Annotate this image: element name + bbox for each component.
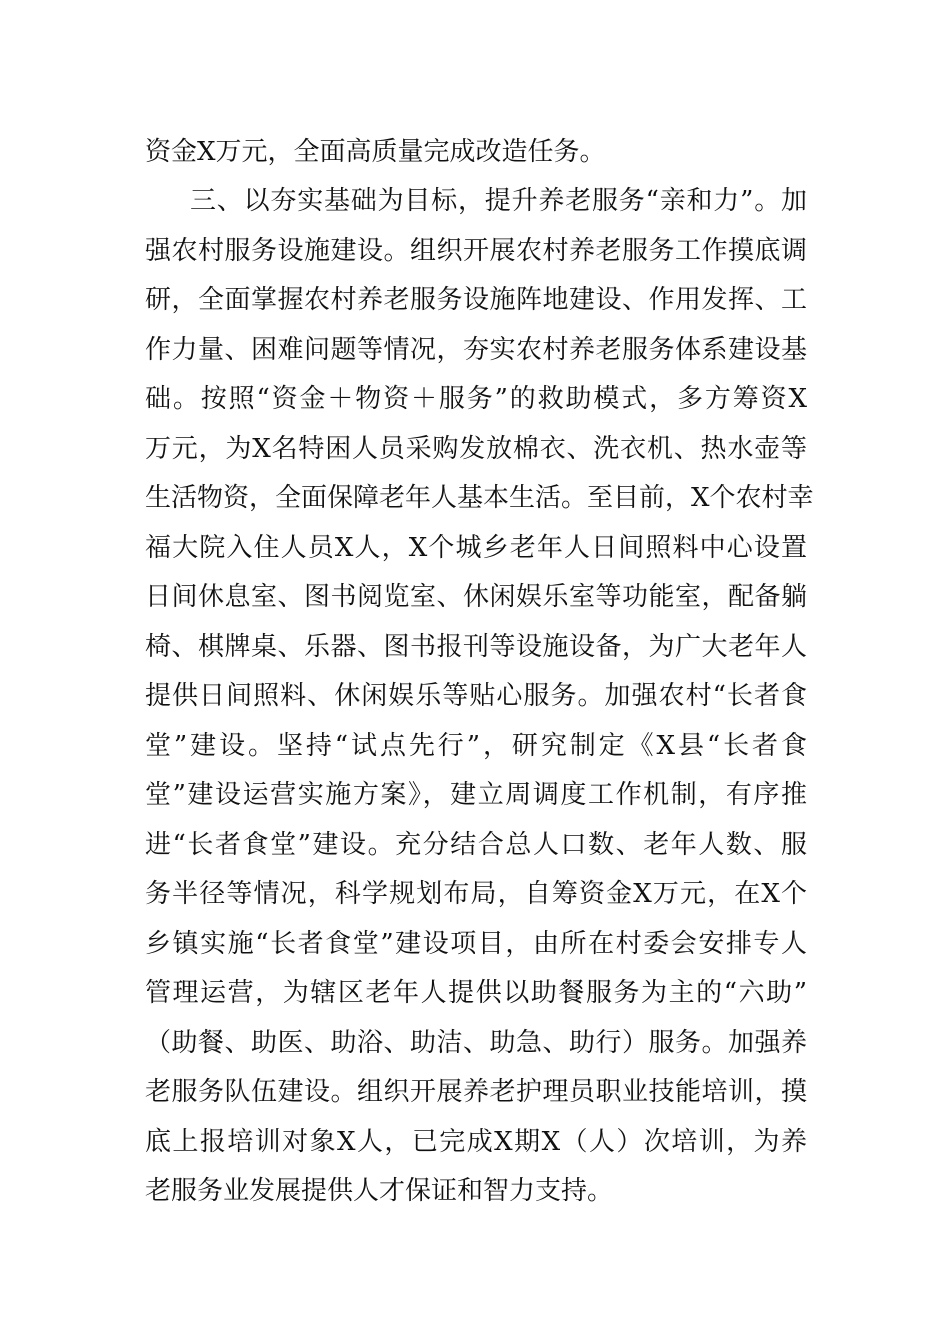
- text-line: 椅、棋牌桌、乐器、图书报刊等设施设备，为广大老年人: [145, 632, 807, 662]
- text-line: 堂”建设运营实施方案》，建立周调度工作机制，有序推: [145, 780, 807, 810]
- text-line: 万元，为X名特困人员采购发放棉衣、洗衣机、热水壶等: [145, 434, 807, 464]
- text-line: 作力量、困难问题等情况，夯实农村养老服务体系建设基: [145, 335, 807, 365]
- text-line: 福大院入住人员X人，X个城乡老年人日间照料中心设置: [145, 533, 807, 563]
- text-line: 提供日间照料、休闲娱乐等贴心服务。加强农村“长者食: [145, 681, 807, 711]
- text-line: 管理运营，为辖区老年人提供以助餐服务为主的“六助”: [145, 978, 807, 1008]
- text-line: 老服务队伍建设。组织开展养老护理员职业技能培训，摸: [145, 1077, 807, 1107]
- text-line: 强农村服务设施建设。组织开展农村养老服务工作摸底调: [145, 236, 807, 266]
- text-line: 础。按照“资金＋物资＋服务”的救助模式，多方筹资X: [145, 384, 807, 414]
- text-line: 资金X万元，全面高质量完成改造任务。: [145, 137, 606, 167]
- section-heading-line: 三、以夯实基础为目标，提升养老服务“亲和力”。加: [190, 186, 807, 216]
- text-line: （助餐、助医、助浴、助洁、助急、助行）服务。加强养: [145, 1028, 807, 1058]
- text-line: 乡镇实施“长者食堂”建设项目，由所在村委会安排专人: [145, 929, 807, 959]
- text-line: 底上报培训对象X人，已完成X期X（人）次培训，为养: [145, 1127, 807, 1157]
- text-line: 老服务业发展提供人才保证和智力支持。: [145, 1176, 614, 1206]
- text-line: 研，全面掌握农村养老服务设施阵地建设、作用发挥、工: [145, 285, 807, 315]
- text-line: 堂”建设。坚持“试点先行”，研究制定《X县“长者食: [145, 731, 807, 761]
- text-line: 日间休息室、图书阅览室、休闲娱乐室等功能室，配备躺: [145, 582, 807, 612]
- text-line: 生活物资，全面保障老年人基本生活。至目前，X个农村幸: [145, 483, 814, 513]
- text-line: 务半径等情况，科学规划布局，自筹资金X万元，在X个: [145, 879, 807, 909]
- text-line: 进“长者食堂”建设。充分结合总人口数、老年人数、服: [145, 830, 807, 860]
